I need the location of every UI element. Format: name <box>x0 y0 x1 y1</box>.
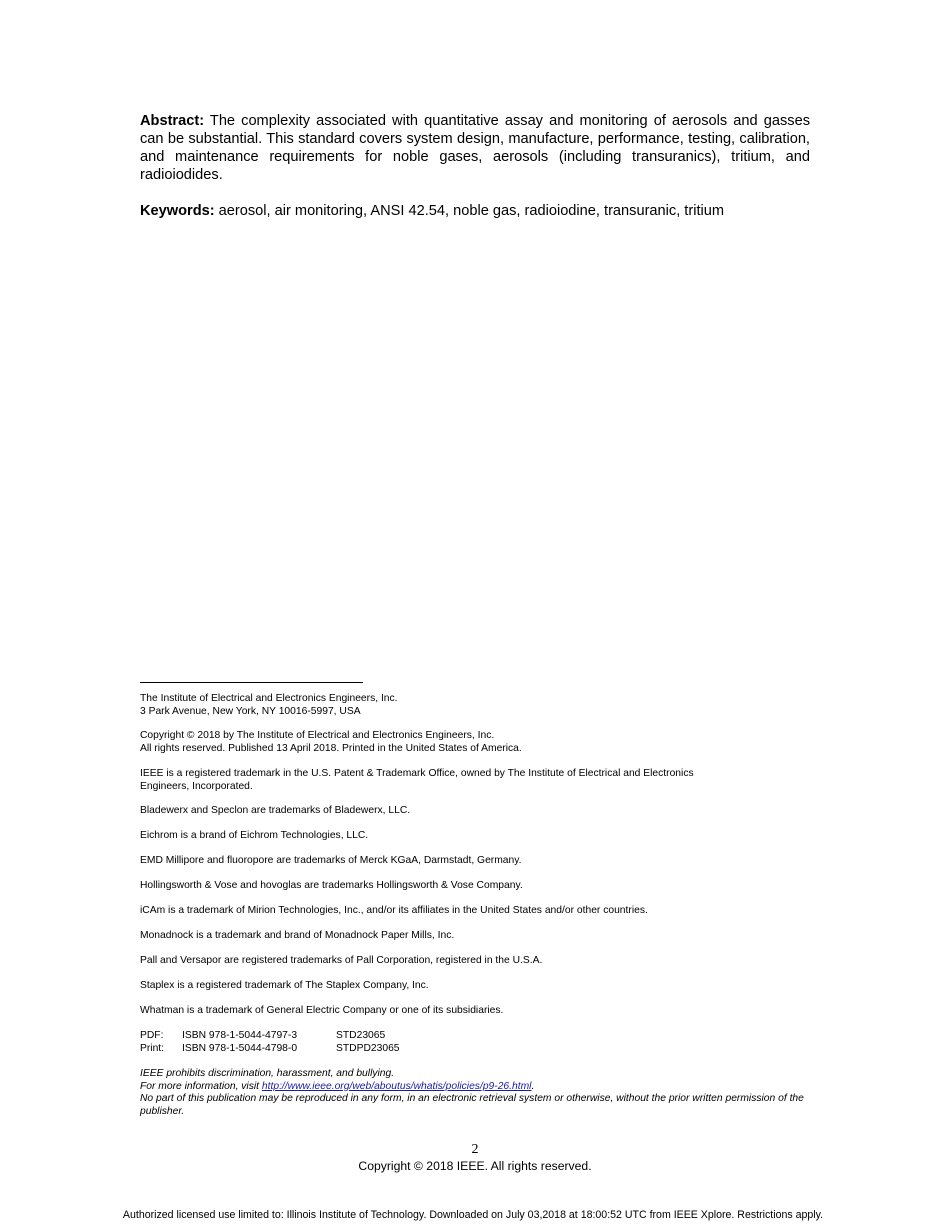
copyright-line-1: Copyright © 2018 by The Institute of Electrical and Electronics Engineers, Inc. <box>140 730 495 741</box>
isbn-number: ISBN 978-1-5044-4797-3 <box>182 1030 298 1041</box>
std-number: STD23065 <box>336 1030 386 1041</box>
page-copyright: Copyright © 2018 IEEE. All rights reserved. <box>358 1159 592 1173</box>
isbn-row-pdf <box>140 1030 812 1043</box>
copyright-block <box>140 730 812 755</box>
isbn-table <box>140 1030 812 1055</box>
keywords-label: Keywords: <box>140 203 215 219</box>
trademark-3: EMD Millipore and fluoropore are trademarks of Merck KGaA, Darmstadt, Germany. <box>140 855 522 866</box>
authorization-notice: Authorized licensed use limited to: Illinois Institute of Technology. Downloaded on July 03,2018 at 18:00:52 UTC from IEEE Xplore. Restrictions apply. <box>122 1209 824 1221</box>
ieee-trademark-text: IEEE is a registered trademark in the U.S. Patent & Trademark Office, owned by The Institute of Electrical and Electronics Engineers, Incorporated. <box>140 768 694 792</box>
keywords-text: aerosol, air monitoring, ANSI 42.54, noble gas, radioiodine, transuranic, tritium <box>214 203 725 219</box>
policy-line-2 <box>140 1081 812 1094</box>
policy-prefix: For more information, visit <box>140 1080 262 1092</box>
trademark-2: Eichrom is a brand of Eichrom Technologies, LLC. <box>140 830 369 841</box>
policy-block <box>140 1068 812 1118</box>
trademark-8: Staplex is a registered trademark of The Staplex Company, Inc. <box>140 980 429 991</box>
abstract-text: The complexity associated with quantitative assay and monitoring of aerosols and gasses can be substantial. This standard covers system design, manufacture, performance, testing, calibration, and maintenance requirements for noble gases, aerosols (including transuranics), tritium, and radioiodides. <box>140 113 810 183</box>
publisher-address: 3 Park Avenue, New York, NY 10016-5997, USA <box>140 705 361 717</box>
policy-link[interactable]: http://www.ieee.org/web/aboutus/whatis/policies/p9-26.html <box>261 1080 532 1092</box>
trademark-6: Monadnock is a trademark and brand of Monadnock Paper Mills, Inc. <box>140 930 455 941</box>
isbn-row-print <box>140 1043 812 1056</box>
trademark-1: Bladewerx and Speclon are trademarks of Bladewerx, LLC. <box>140 805 411 816</box>
copyright-line-2: All rights reserved. Published 13 April 2018. Printed in the United States of America. <box>140 742 522 754</box>
policy-suffix: . <box>531 1080 535 1092</box>
trademark-5: iCAm is a trademark of Mirion Technologies, Inc., and/or its affiliates in the United States and/or other countries. <box>140 905 648 916</box>
abstract-label: Abstract: <box>140 113 205 129</box>
trademark-7: Pall and Versapor are registered trademarks of Pall Corporation, registered in the U.S.A. <box>140 955 543 966</box>
isbn-number: ISBN 978-1-5044-4798-0 <box>182 1042 298 1054</box>
std-number: STDPD23065 <box>336 1042 400 1054</box>
publisher-name: The Institute of Electrical and Electronics Engineers, Inc. <box>140 693 398 704</box>
footnote-divider <box>140 682 363 683</box>
isbn-format: Print: <box>140 1042 165 1054</box>
trademark-9: Whatman is a trademark of General Electric Company or one of its subsidiaries. <box>140 1005 504 1016</box>
isbn-format: PDF: <box>140 1030 164 1041</box>
policy-line-1: IEEE prohibits discrimination, harassment, and bullying. <box>140 1068 395 1079</box>
page-number: 2 <box>471 1142 479 1157</box>
publisher-block <box>140 693 812 718</box>
reproduction-notice: No part of this publication may be reproduced in any form, in an electronic retrieval system or otherwise, without the prior written permission of the publisher. <box>140 1093 804 1117</box>
ieee-trademark-notice <box>140 768 740 793</box>
abstract-paragraph <box>140 112 810 184</box>
trademark-4: Hollingsworth & Vose and hovoglas are trademarks Hollingsworth & Vose Company. <box>140 880 523 891</box>
keywords-paragraph <box>140 202 820 220</box>
